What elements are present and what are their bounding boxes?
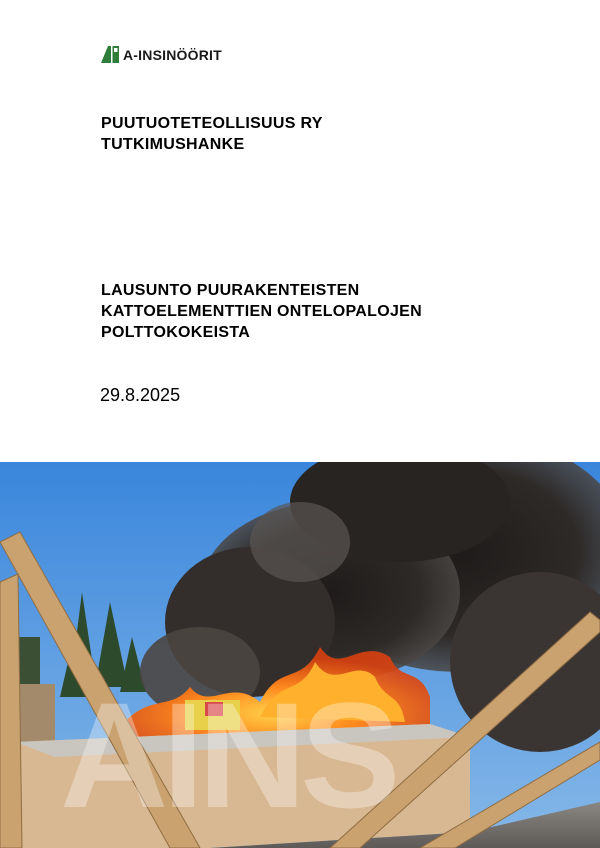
company-logo	[101, 46, 222, 63]
title-line-1: LAUSUNTO PUURAKENTEISTEN	[101, 282, 360, 299]
document-title	[101, 280, 422, 343]
cover-photo-fire-test	[0, 462, 600, 848]
organization-name: PUUTUOTETEOLLISUUS RY	[101, 115, 323, 132]
ains-watermark	[60, 671, 395, 839]
document-date: 29.8.2025	[100, 385, 181, 405]
logo-text: A-INSINÖÖRIT	[123, 46, 222, 63]
title-line-2: KATTOELEMENTTIEN ONTELOPALOJEN	[101, 303, 423, 320]
project-type: TUTKIMUSHANKE	[101, 136, 245, 153]
title-line-3: POLTTOKOKEISTA	[101, 324, 251, 341]
watermark-text: AINS	[60, 671, 395, 839]
a-insinoorit-logo-icon	[101, 46, 119, 63]
organization-block	[101, 113, 323, 155]
